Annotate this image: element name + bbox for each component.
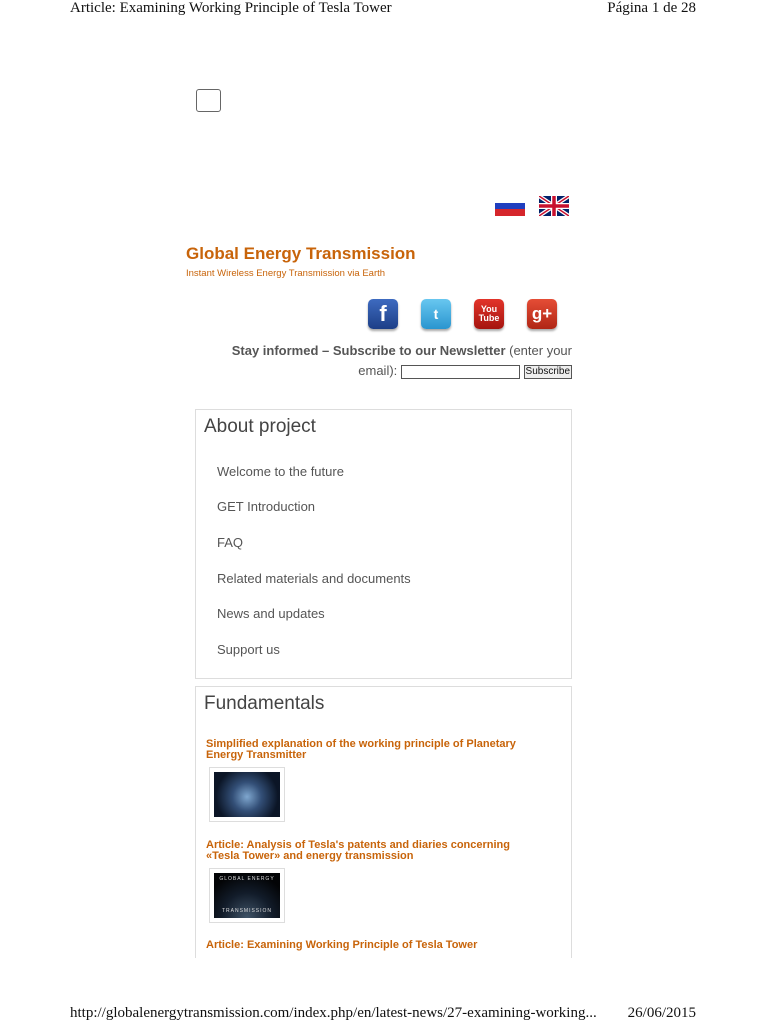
nav-item-introduction[interactable]: GET Introduction <box>217 499 316 514</box>
newsletter-form <box>190 341 572 381</box>
newsletter-label: (enter your email): <box>358 343 572 378</box>
nav-item-support[interactable]: Support us <box>217 642 280 657</box>
print-footer-date: 26/06/2015 <box>627 1005 696 1021</box>
youtube-label-1: You <box>480 304 498 314</box>
nav-item-faq[interactable]: FAQ <box>217 535 244 550</box>
youtube-label-2: Tube <box>478 313 500 323</box>
article-thumbnail-get-logo[interactable] <box>209 868 285 923</box>
nav-item-related-materials[interactable]: Related materials and documents <box>217 571 411 586</box>
thumbnail-text-1: GLOBAL ENERGY <box>219 876 275 882</box>
print-header-page: Página 1 de 28 <box>607 0 696 16</box>
youtube-icon[interactable] <box>474 299 504 329</box>
about-heading: About project <box>204 416 316 437</box>
about-project-panel <box>195 409 572 679</box>
uk-flag-icon[interactable] <box>539 196 569 216</box>
thumbnail-text-2: TRANSMISSION <box>221 908 273 914</box>
nav-item-welcome[interactable]: Welcome to the future <box>217 464 344 479</box>
google-plus-icon[interactable]: g+ <box>527 299 557 329</box>
article-link-planetary-transmitter[interactable]: Simplified explanation of the working principle of Planetary Energy Transmitter <box>206 738 516 761</box>
site-subtitle: Instant Wireless Energy Transmission via Earth <box>186 268 386 279</box>
checkbox[interactable] <box>196 89 221 112</box>
site-title[interactable]: Global Energy Transmission <box>186 244 416 263</box>
twitter-icon[interactable]: t <box>421 299 451 329</box>
nav-item-news[interactable]: News and updates <box>217 606 325 621</box>
article-thumbnail-globe[interactable] <box>209 767 285 822</box>
print-footer-url: http://globalenergytransmission.com/index.php/en/latest-news/27-examining-working... <box>70 1005 597 1021</box>
article-link-tesla-patents[interactable]: Article: Analysis of Tesla's patents and diaries concerning «Tesla Tower» and energy transmission <box>206 839 510 862</box>
subscribe-button[interactable]: Subscribe <box>525 365 570 377</box>
fundamentals-panel <box>195 686 572 958</box>
newsletter-bold-label: Stay informed – Subscribe to our Newsletter <box>231 343 506 358</box>
russian-flag-icon[interactable] <box>495 196 525 216</box>
facebook-icon[interactable]: f <box>368 299 398 329</box>
article-link-examining-tesla-tower[interactable]: Article: Examining Working Principle of Tesla Tower <box>206 939 478 951</box>
print-header-title: Article: Examining Working Principle of Tesla Tower <box>70 0 392 16</box>
email-input[interactable] <box>401 365 520 379</box>
fundamentals-heading: Fundamentals <box>204 693 325 714</box>
